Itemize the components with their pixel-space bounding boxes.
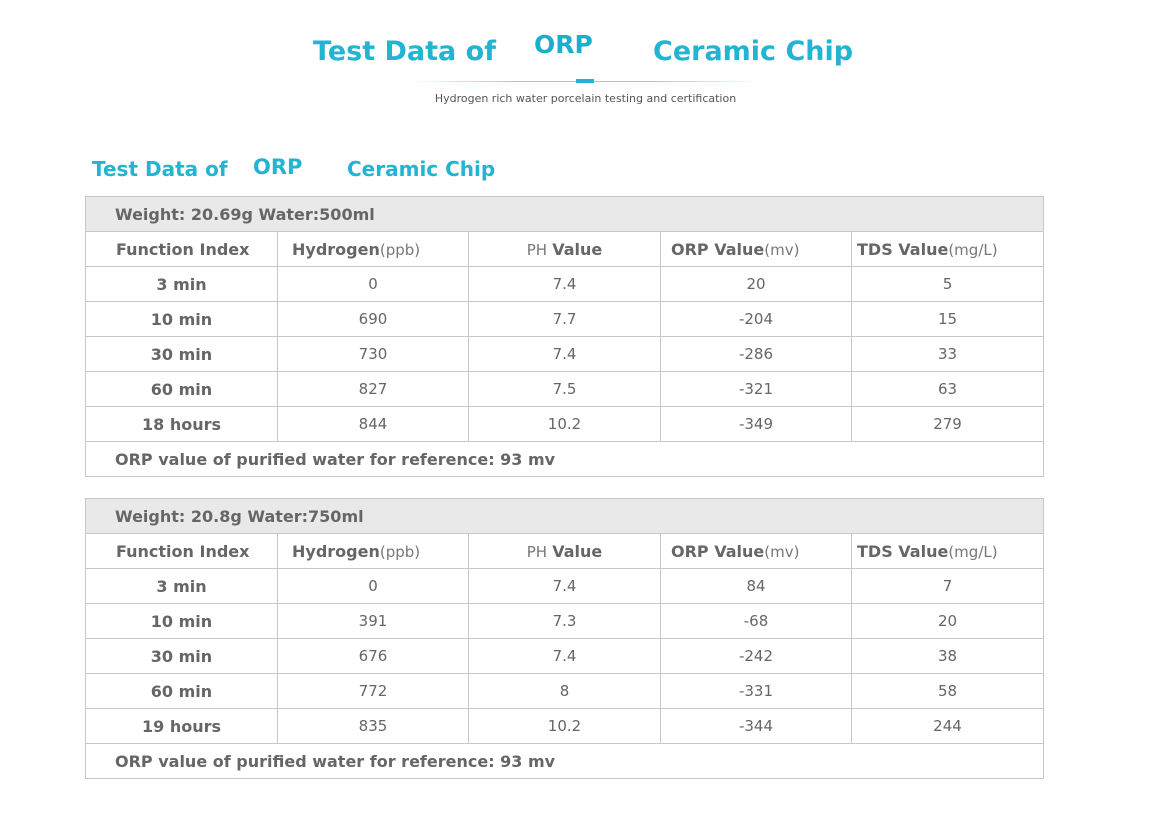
- table-row: [86, 604, 1044, 639]
- page-subtitle: Hydrogen rich water porcelain testing and certification: [434, 92, 737, 105]
- header-hydrogen-label: Hydrogen: [292, 239, 380, 259]
- header-ph: [469, 534, 661, 569]
- orp-cell: -331: [661, 674, 852, 709]
- hydrogen-cell: 0: [278, 569, 469, 604]
- hydrogen-cell: 0: [278, 267, 469, 302]
- time-cell: 30 min: [86, 639, 278, 674]
- orp-cell: 84: [661, 569, 852, 604]
- table-reference-row: [86, 442, 1044, 477]
- header-tds-unit: (mg/L): [948, 240, 998, 259]
- header-function-index-label: Function Index: [116, 541, 250, 561]
- hydrogen-cell: 690: [278, 302, 469, 337]
- header-orp: [661, 534, 852, 569]
- table-weight-row: [86, 499, 1044, 534]
- header-ph-prefix: PH: [526, 542, 548, 561]
- header-ph-label: Value: [552, 541, 603, 561]
- orp-cell: -344: [661, 709, 852, 744]
- time-cell: 19 hours: [86, 709, 278, 744]
- hydrogen-cell: 844: [278, 407, 469, 442]
- header-tds-label: TDS Value: [857, 541, 949, 561]
- page-title-right: Ceramic Chip: [653, 36, 854, 67]
- page-title: [0, 30, 1167, 80]
- header-ph: [469, 232, 661, 267]
- header-function-index: [86, 232, 278, 267]
- page-title-left: Test Data of: [313, 36, 496, 67]
- header-ph-prefix: PH: [526, 240, 548, 259]
- section-title: [0, 155, 600, 185]
- header-function-index-label: Function Index: [116, 239, 250, 259]
- ph-cell: 7.4: [469, 267, 661, 302]
- header-ph-label: Value: [552, 239, 603, 259]
- header-orp: [661, 232, 852, 267]
- header-orp-label: ORP Value: [671, 541, 765, 561]
- section-title-orp: ORP: [253, 155, 303, 179]
- tds-cell: 58: [852, 674, 1044, 709]
- time-cell: 18 hours: [86, 407, 278, 442]
- ph-cell: 7.7: [469, 302, 661, 337]
- table-row: [86, 639, 1044, 674]
- time-cell: 10 min: [86, 302, 278, 337]
- title-divider-accent: [576, 79, 594, 83]
- tds-cell: 63: [852, 372, 1044, 407]
- ph-cell: 10.2: [469, 709, 661, 744]
- page-title-orp: ORP: [534, 30, 593, 59]
- tds-cell: 279: [852, 407, 1044, 442]
- orp-cell: -68: [661, 604, 852, 639]
- section-title-left: Test Data of: [92, 157, 228, 181]
- table-row: [86, 337, 1044, 372]
- tds-cell: 5: [852, 267, 1044, 302]
- table-row: [86, 302, 1044, 337]
- ph-cell: 7.3: [469, 604, 661, 639]
- tds-cell: 244: [852, 709, 1044, 744]
- reference-note: ORP value of purified water for reference: 93 mv: [86, 744, 1044, 779]
- header-orp-unit: (mv): [764, 542, 800, 561]
- header-orp-unit: (mv): [764, 240, 800, 259]
- ph-cell: 7.4: [469, 337, 661, 372]
- weight-label: Weight: 20.8g Water:750ml: [86, 499, 1044, 534]
- hydrogen-cell: 827: [278, 372, 469, 407]
- time-cell: 60 min: [86, 674, 278, 709]
- time-cell: 3 min: [86, 569, 278, 604]
- hydrogen-cell: 835: [278, 709, 469, 744]
- hydrogen-cell: 676: [278, 639, 469, 674]
- tds-cell: 38: [852, 639, 1044, 674]
- time-cell: 3 min: [86, 267, 278, 302]
- orp-cell: -242: [661, 639, 852, 674]
- header-tds-unit: (mg/L): [948, 542, 998, 561]
- tds-cell: 33: [852, 337, 1044, 372]
- tds-cell: 15: [852, 302, 1044, 337]
- header-orp-label: ORP Value: [671, 239, 765, 259]
- ph-cell: 8: [469, 674, 661, 709]
- ph-cell: 7.5: [469, 372, 661, 407]
- table-weight-row: [86, 197, 1044, 232]
- header-hydrogen: [278, 534, 469, 569]
- hydrogen-cell: 391: [278, 604, 469, 639]
- orp-cell: 20: [661, 267, 852, 302]
- header-hydrogen: [278, 232, 469, 267]
- header-hydrogen-label: Hydrogen: [292, 541, 380, 561]
- header-tds: [852, 534, 1044, 569]
- table-row: [86, 407, 1044, 442]
- time-cell: 10 min: [86, 604, 278, 639]
- header-hydrogen-unit: (ppb): [379, 542, 421, 561]
- table-reference-row: [86, 744, 1044, 779]
- header-tds-label: TDS Value: [857, 239, 949, 259]
- reference-note: ORP value of purified water for reference: 93 mv: [86, 442, 1044, 477]
- table-row: [86, 709, 1044, 744]
- time-cell: 30 min: [86, 337, 278, 372]
- hydrogen-cell: 730: [278, 337, 469, 372]
- ph-cell: 7.4: [469, 569, 661, 604]
- orp-cell: -286: [661, 337, 852, 372]
- section-title-right: Ceramic Chip: [347, 157, 496, 181]
- table-header-row: [86, 534, 1044, 569]
- table-row: [86, 674, 1044, 709]
- header-function-index: [86, 534, 278, 569]
- table-header-row: [86, 232, 1044, 267]
- tds-cell: 20: [852, 604, 1044, 639]
- test-data-table-2: [85, 498, 1044, 779]
- header-tds: [852, 232, 1044, 267]
- tds-cell: 7: [852, 569, 1044, 604]
- orp-cell: -321: [661, 372, 852, 407]
- time-cell: 60 min: [86, 372, 278, 407]
- table-row: [86, 569, 1044, 604]
- table-row: [86, 267, 1044, 302]
- test-data-table-1: [85, 196, 1044, 477]
- header-hydrogen-unit: (ppb): [379, 240, 421, 259]
- ph-cell: 7.4: [469, 639, 661, 674]
- weight-label: Weight: 20.69g Water:500ml: [86, 197, 1044, 232]
- orp-cell: -204: [661, 302, 852, 337]
- orp-cell: -349: [661, 407, 852, 442]
- hydrogen-cell: 772: [278, 674, 469, 709]
- ph-cell: 10.2: [469, 407, 661, 442]
- table-row: [86, 372, 1044, 407]
